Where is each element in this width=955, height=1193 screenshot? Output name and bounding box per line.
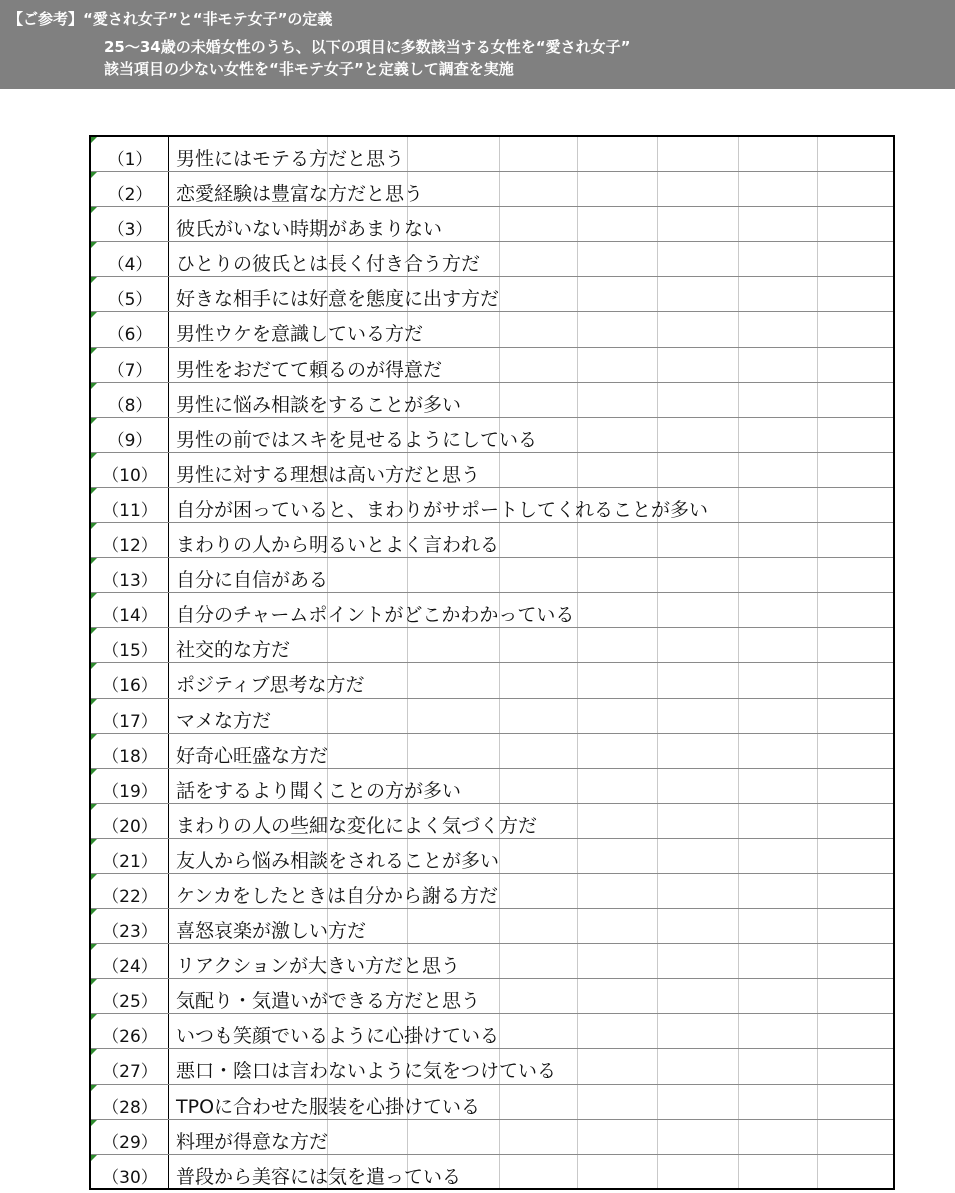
item-number: （7） (107, 360, 153, 381)
item-number: （21） (102, 851, 158, 872)
table-row[interactable] (91, 699, 893, 734)
item-number: （15） (102, 641, 158, 662)
item-number: （30） (102, 1167, 158, 1188)
item-number-cell[interactable] (91, 1049, 169, 1083)
item-number: （2） (107, 185, 153, 206)
table-row[interactable] (91, 418, 893, 453)
item-number-cell[interactable] (91, 593, 169, 627)
item-text: まわりの人の些細な変化によく気づく方だ (176, 814, 538, 837)
item-number-cell[interactable] (91, 1155, 169, 1190)
item-text: ケンカをしたときは自分から謝る方だ (176, 884, 499, 907)
item-text: 喜怒哀楽が激しい方だ (176, 920, 367, 943)
table-row[interactable] (91, 242, 893, 277)
table-row[interactable] (91, 909, 893, 944)
table-row[interactable] (91, 207, 893, 242)
table-row[interactable] (91, 1014, 893, 1049)
item-number-cell[interactable] (91, 488, 169, 522)
item-text: リアクションが大きい方だと思う (176, 955, 461, 978)
table-row[interactable] (91, 628, 893, 663)
item-text: まわりの人から明るいとよく言われる (176, 534, 500, 557)
item-number: （10） (102, 465, 158, 486)
item-number-cell[interactable] (91, 383, 169, 417)
item-number: （6） (107, 325, 153, 346)
item-number: （23） (102, 922, 158, 943)
item-text: 好奇心旺盛な方だ (176, 744, 329, 767)
table-row[interactable] (91, 1085, 893, 1120)
item-text: TPOに合わせた服装を心掛けている (176, 1095, 481, 1118)
table-row[interactable] (91, 979, 893, 1014)
item-text: 男性ウケを意識している方だ (176, 323, 424, 346)
item-number-cell[interactable] (91, 418, 169, 452)
table-row[interactable] (91, 874, 893, 909)
item-number-cell[interactable] (91, 804, 169, 838)
item-number-cell[interactable] (91, 348, 169, 382)
item-text: ポジティブ思考な方だ (176, 674, 365, 697)
table-row[interactable] (91, 839, 893, 874)
item-number-cell[interactable] (91, 558, 169, 592)
item-text: 彼氏がいない時期があまりない (176, 218, 443, 241)
table-row[interactable] (91, 769, 893, 804)
table-row[interactable] (91, 1049, 893, 1084)
item-text: 男性の前ではスキを見せるようにしている (176, 428, 538, 451)
table-row[interactable] (91, 1120, 893, 1155)
item-number-cell[interactable] (91, 1085, 169, 1119)
item-number-cell[interactable] (91, 628, 169, 662)
item-text: 悪口・陰口は言わないように気をつけている (176, 1060, 557, 1083)
item-text: 友人から悩み相談をされることが多い (176, 849, 500, 872)
checklist-table (89, 135, 895, 1190)
item-number-cell[interactable] (91, 523, 169, 557)
item-number-cell[interactable] (91, 734, 169, 768)
checklist-rows (91, 137, 893, 1190)
item-number: （20） (102, 816, 158, 837)
item-number-cell[interactable] (91, 453, 169, 487)
item-number-cell[interactable] (91, 207, 169, 241)
item-number: （25） (102, 992, 158, 1013)
header-banner (0, 0, 955, 89)
header-definition-line-2: 該当項目の少ない女性を“非モテ女子”と定義して調査を実施 (104, 60, 514, 78)
table-row[interactable] (91, 1155, 893, 1190)
table-row[interactable] (91, 312, 893, 347)
table-row[interactable] (91, 734, 893, 769)
item-number: （8） (107, 395, 153, 416)
table-row[interactable] (91, 523, 893, 558)
table-row[interactable] (91, 804, 893, 839)
table-row[interactable] (91, 137, 893, 172)
item-text: 男性をおだてて頼るのが得意だ (176, 358, 443, 381)
item-number: （22） (102, 886, 158, 907)
table-row[interactable] (91, 488, 893, 523)
header-title: 【ご参考】“愛され女子”と“非モテ女子”の定義 (8, 10, 333, 28)
item-number: （12） (102, 536, 158, 557)
item-text: 社交的な方だ (176, 639, 291, 662)
table-row[interactable] (91, 663, 893, 698)
item-text: いつも笑顔でいるように心掛けている (176, 1025, 500, 1048)
item-number: （4） (107, 255, 153, 276)
table-row[interactable] (91, 348, 893, 383)
item-number: （16） (102, 676, 158, 697)
item-text: 話をするより聞くことの方が多い (176, 779, 462, 802)
item-number: （9） (107, 430, 153, 451)
table-row[interactable] (91, 277, 893, 312)
item-text: ひとりの彼氏とは長く付き合う方だ (176, 253, 481, 276)
item-number-cell[interactable] (91, 663, 169, 697)
item-number-cell[interactable] (91, 1014, 169, 1048)
item-number: （5） (107, 290, 153, 311)
item-number: （18） (102, 746, 158, 767)
item-number: （14） (102, 606, 158, 627)
table-row[interactable] (91, 593, 893, 628)
item-number: （26） (102, 1027, 158, 1048)
item-number-cell[interactable] (91, 944, 169, 978)
item-number: （13） (102, 571, 158, 592)
item-number: （27） (102, 1062, 158, 1083)
header-definition-line-1: 25～34歳の未婚女性のうち、以下の項目に多数該当する女性を“愛され女子” (104, 38, 631, 56)
item-number: （28） (102, 1097, 158, 1118)
item-text: 料理が得意な方だ (176, 1130, 329, 1153)
item-number-cell[interactable] (91, 874, 169, 908)
item-number-cell[interactable] (91, 979, 169, 1013)
table-row[interactable] (91, 172, 893, 207)
item-text: 自分が困っていると、まわりがサポートしてくれることが多い (176, 498, 709, 521)
item-number: （11） (102, 500, 158, 521)
item-number-cell[interactable] (91, 312, 169, 346)
item-number: （1） (107, 150, 153, 170)
table-row[interactable] (91, 558, 893, 593)
item-text: 男性にはモテる方だと思う (176, 148, 405, 170)
item-number-cell[interactable] (91, 769, 169, 803)
item-number: （17） (102, 711, 158, 732)
item-number-cell[interactable] (91, 277, 169, 311)
item-number-cell[interactable] (91, 137, 169, 171)
item-number: （19） (102, 781, 158, 802)
item-text: 男性に悩み相談をすることが多い (176, 393, 462, 416)
item-number: （3） (107, 220, 153, 241)
item-text: 普段から美容には気を遣っている (176, 1165, 462, 1188)
item-text: 自分に自信がある (176, 569, 329, 592)
item-number-cell[interactable] (91, 909, 169, 943)
item-number-cell[interactable] (91, 242, 169, 276)
item-text: 男性に対する理想は高い方だと思う (176, 463, 481, 486)
item-number-cell[interactable] (91, 1120, 169, 1154)
item-number-cell[interactable] (91, 839, 169, 873)
table-row[interactable] (91, 944, 893, 979)
item-number: （24） (102, 957, 158, 978)
table-row[interactable] (91, 383, 893, 418)
item-text: 恋愛経験は豊富な方だと思う (176, 183, 424, 206)
item-text: 気配り・気遣いができる方だと思う (176, 990, 481, 1013)
item-number: （29） (102, 1132, 158, 1153)
item-number-cell[interactable] (91, 699, 169, 733)
item-text: 好きな相手には好意を態度に出す方だ (176, 288, 500, 311)
item-text: 自分のチャームポイントがどこかわかっている (176, 604, 575, 627)
table-row[interactable] (91, 453, 893, 488)
item-text: マメな方だ (176, 709, 272, 732)
item-number-cell[interactable] (91, 172, 169, 206)
